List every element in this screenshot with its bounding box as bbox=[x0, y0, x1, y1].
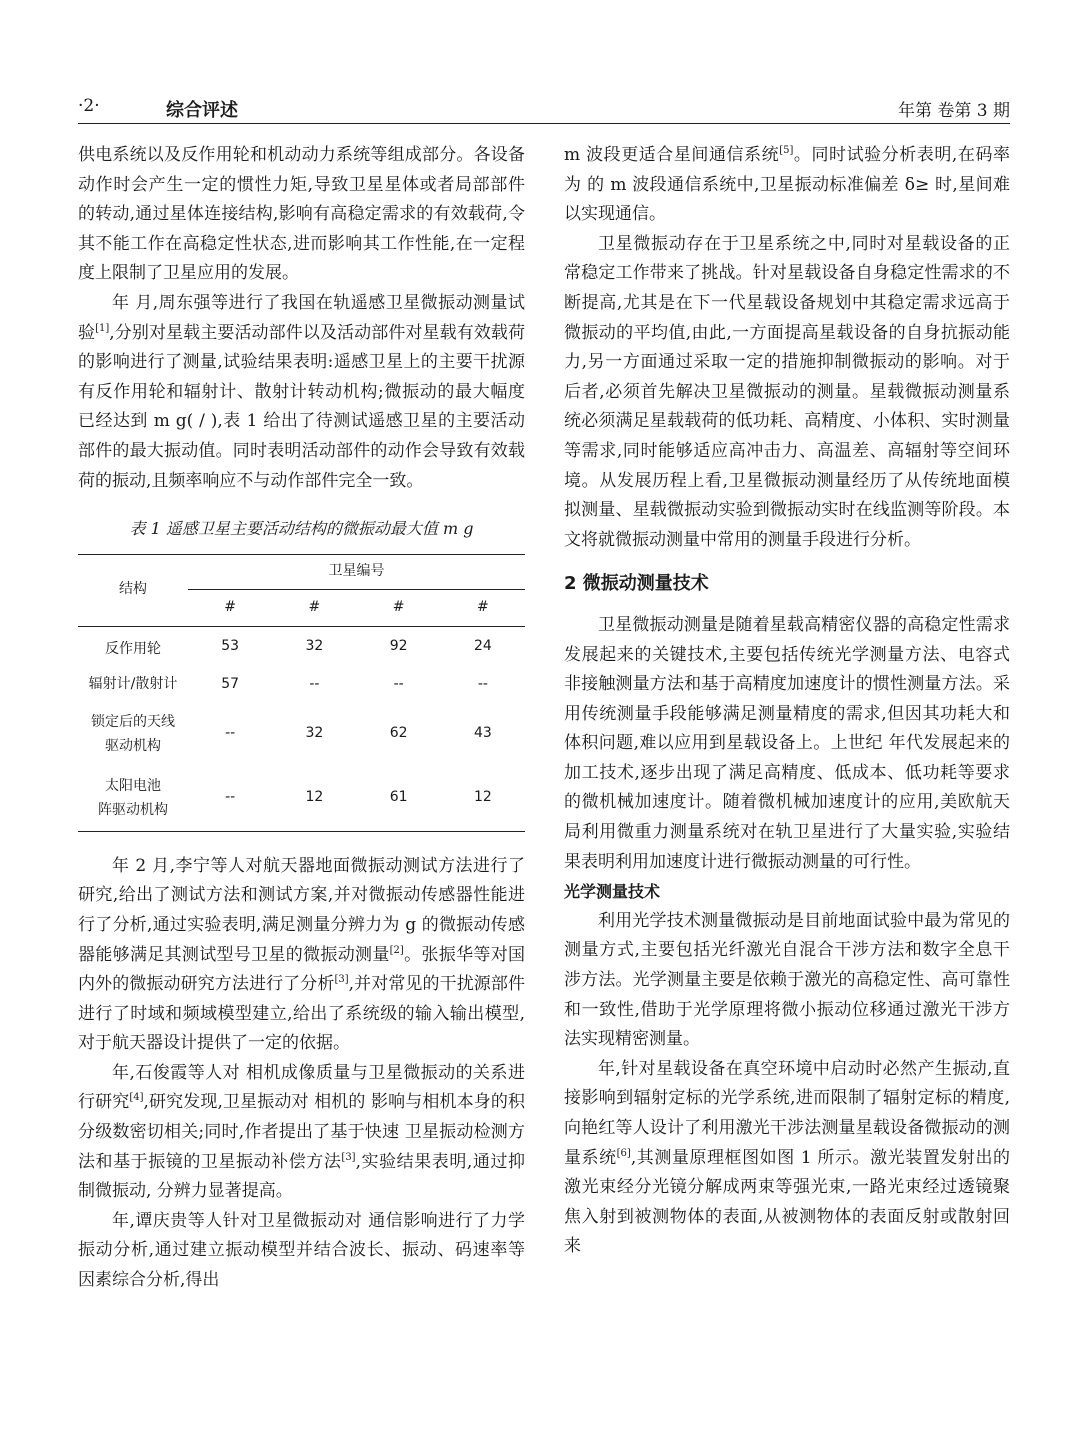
vibration-table bbox=[78, 554, 525, 832]
paragraph-text: ( / ),表 1 给出了待测试遥感卫星的主要活动部件的最大振动值。同时表明活动部件的动作会导致有效载荷的振动,且频率响应不与动作部件完全一致。 bbox=[78, 411, 526, 491]
paragraph-text: 卫星微振动测量是随着星载高精密仪器的高稳定性需求发展起来的关键技术,主要包括传统光学测量方法、电容式非接触测量方法和基于高精度加速度计的惯性测量方法。采用传统测量手段能够满足测量精度的需求,但因其功耗大和体积问题,难以应用到星载设备上。上世纪 年代发展起来的 加工技术,逐步出现了满足高精度、低成本、低功耗等要求的微机械加速度计。随着微机械加速度计的应用,美欧航天局利用微重力测量系统对在轨卫星进行了大量实验,实验结果表明利用加速度计进行微振动测量的可行性。 bbox=[564, 614, 1010, 872]
table-cell: 12 bbox=[441, 765, 525, 832]
paragraph bbox=[564, 1055, 1010, 1262]
paragraph-text: 卫星微振动存在于卫星系统之中,同时对星载设备的正常稳定工作带来了挑战。针对星载设备自身稳定性需求的不断提高,尤其是在下一代星载设备规划中其稳定需求远高于微振动的平均值,由此,一方面提高星载设备的自身抗振动能力,另一方面通过采取一定的措施抑制微振动的影响。对于后者,必须首先解决卫星微振动的测量。星载微振动测量系统必须满足星载载荷的低功耗、高精度、小体积、实时测量等需求,同时能够适应高冲击力、高温差、高辐射等空间环境。从发展历程上看,卫星微振动测量经历了从传统地面模拟测量、星载微振动实验到微振动实时在线监测等阶段。本文将就微振动测量中常用的测量手段进行分析。 bbox=[564, 233, 1010, 550]
table-cell: 43 bbox=[473, 724, 492, 741]
page-number: ·2· bbox=[78, 96, 100, 116]
table-row bbox=[78, 703, 525, 765]
running-header bbox=[78, 96, 1010, 122]
citation[interactable]: [2] bbox=[389, 944, 404, 956]
paragraph bbox=[564, 141, 1010, 230]
citation[interactable]: [4] bbox=[129, 1092, 144, 1104]
paragraph bbox=[564, 230, 1010, 556]
table-header-structure: 结构 bbox=[78, 554, 188, 626]
table-cell: 反作用轮 bbox=[105, 640, 161, 657]
table-cell: -- bbox=[225, 724, 236, 741]
table-header-cell: # bbox=[188, 589, 272, 626]
table-cell: 辐射计/散射计 bbox=[88, 675, 178, 692]
paragraph-text: ,其测量原理框图如图 1 所示。激光装置发射出的激光束经分光镜分解成两束等强光束,一路光束经过透镜聚焦入射到被测物体的表面,从被测物体的表面反射或散射回来 bbox=[564, 1147, 1010, 1257]
paragraph bbox=[78, 1059, 525, 1207]
table-cell: -- bbox=[393, 675, 404, 692]
journal-volume: 年第 卷第 3 期 bbox=[897, 101, 1010, 121]
paragraph-text: ,并对常见的干扰源部件进行了时域和频域模型建立,给出了系统级的输入输出模型,对于航天器设计提供了一定的依据。 bbox=[78, 974, 525, 1054]
table-header-cell: # bbox=[272, 589, 356, 626]
right-column bbox=[564, 141, 1010, 1262]
table-row bbox=[78, 667, 525, 703]
table-row bbox=[78, 765, 525, 832]
header-rule bbox=[78, 123, 1010, 124]
paragraph-text: 。同时试验分析表明,在码率为 的 m 波段通信系统中,卫星振动标准偏差 δ≥ 时,星间难以实现通信。 bbox=[564, 145, 1011, 225]
table-cell: -- bbox=[309, 675, 320, 692]
table-cell: 62 bbox=[389, 724, 408, 741]
table-cell: 32 bbox=[305, 724, 324, 741]
table-row bbox=[78, 626, 525, 667]
citation[interactable]: [6] bbox=[616, 1147, 631, 1159]
paragraph-text: ,研究发现,卫星振动对 相机的 影响与相机本身的积分级数密切相关;同时,作者提出了基于快速 卫星振动检测方法和基于振镜的卫星振动补偿方法 bbox=[78, 1092, 525, 1172]
citation[interactable]: [3] bbox=[334, 974, 349, 986]
paragraph-text: m 波段更适合星间通信系统 bbox=[564, 145, 780, 165]
table-cell: 12 bbox=[272, 765, 356, 832]
section-heading: 2 微振动测量技术 bbox=[564, 573, 709, 595]
left-column bbox=[78, 141, 525, 1296]
table-cell: 太阳电池 阵驱动机构 bbox=[78, 765, 188, 832]
table-cell: 57 bbox=[221, 675, 240, 692]
paragraph-text: 供电系统以及反作用轮和机动动力系统等组成部分。各设备动作时会产生一定的惯性力矩,导致卫星星体或者局部部件的转动,通过星体连接结构,影响有高稳定需求的有效载荷,令其不能工作在高稳定性状态,进而影响其工作性能,在一定程度上限制了卫星应用的发展。 bbox=[78, 145, 525, 284]
paragraph bbox=[78, 141, 525, 289]
paragraph-text: 利用光学技术测量微振动是目前地面试验中最为常见的测量方式,主要包括光纤激光自混合干涉方法和数字全息干涉方法。光学测量主要是依赖于激光的高稳定性、高可靠性和一致性,借助于光学原理将微小振动位移通过激光干涉方法实现精密测量。 bbox=[564, 910, 1010, 1050]
table-header-cell: # bbox=[357, 589, 441, 626]
citation[interactable]: [3] bbox=[341, 1151, 356, 1163]
table-cell: 53 bbox=[221, 637, 240, 654]
paragraph bbox=[564, 611, 1010, 877]
table-cell: -- bbox=[188, 765, 272, 832]
paragraph-text: ,实验结果表明,通过抑制微振动, 分辨力显著提高。 bbox=[78, 1151, 526, 1202]
table-header-cell: # bbox=[441, 589, 525, 626]
paragraph-text: 。张振华等对国内外的微振动研究方法进行了分析 bbox=[78, 944, 526, 995]
subsection-heading: 光学测量技术 bbox=[564, 882, 661, 902]
citation[interactable]: [1] bbox=[95, 322, 110, 334]
paragraph bbox=[564, 907, 1010, 1055]
paragraph bbox=[78, 1207, 525, 1296]
paragraph-text: 年,针对星载设备在真空环境中启动时必然产生振动,直接影响到辐射定标的光学系统,进而限制了辐射定标的精度,向艳红等人设计了利用激光干涉法测量星载设备微振动的测量系统 bbox=[564, 1058, 1010, 1168]
paragraph-text: 年 月,周东强等进行了我国在轨遥感卫星微振动测量试验 bbox=[78, 292, 525, 343]
table-cell: 锁定后的天线 驱动机构 bbox=[91, 713, 175, 754]
paragraph bbox=[78, 852, 525, 1059]
paragraph-text: ,分别对星载主要活动部件以及活动部件对星载有效载荷的影响进行了测量,试验结果表明:遥感卫星上的主要干扰源有反作用轮和辐射计、散射计转动机构;微振动的最大幅度已经达到 m g bbox=[78, 322, 526, 432]
paragraph-text: 年,谭庆贵等人针对卫星微振动对 通信影响进行了力学振动分析,通过建立振动模型并结合波长、振动、码速率等因素综合分析,得出 bbox=[78, 1210, 525, 1291]
paragraph bbox=[78, 289, 525, 496]
section-title: 综合评述 bbox=[166, 100, 238, 121]
table-cell: -- bbox=[477, 675, 488, 692]
table-caption: 表 1 遥感卫星主要活动结构的微振动最大值 m g bbox=[129, 519, 474, 539]
table-cell: 32 bbox=[305, 637, 324, 654]
paragraph-text: 年,石俊霞等人对 相机成像质量与卫星微振动的关系进行研究 bbox=[78, 1062, 525, 1113]
table-cell: 24 bbox=[473, 637, 492, 654]
table-header-satellite: 卫星编号 bbox=[188, 554, 525, 589]
citation[interactable]: [5] bbox=[779, 145, 794, 156]
table-cell: 92 bbox=[389, 637, 408, 654]
table-cell: 61 bbox=[357, 765, 441, 832]
paragraph-text: 年 2 月,李宁等人对航天器地面微振动测试方法进行了研究,给出了测试方法和测试方案,并对微振动传感器性能进行了分析,通过实验表明,满足测量分辨力为 g 的微振动传感器能够满足其测试型号卫星的微振动测量 bbox=[78, 855, 525, 965]
